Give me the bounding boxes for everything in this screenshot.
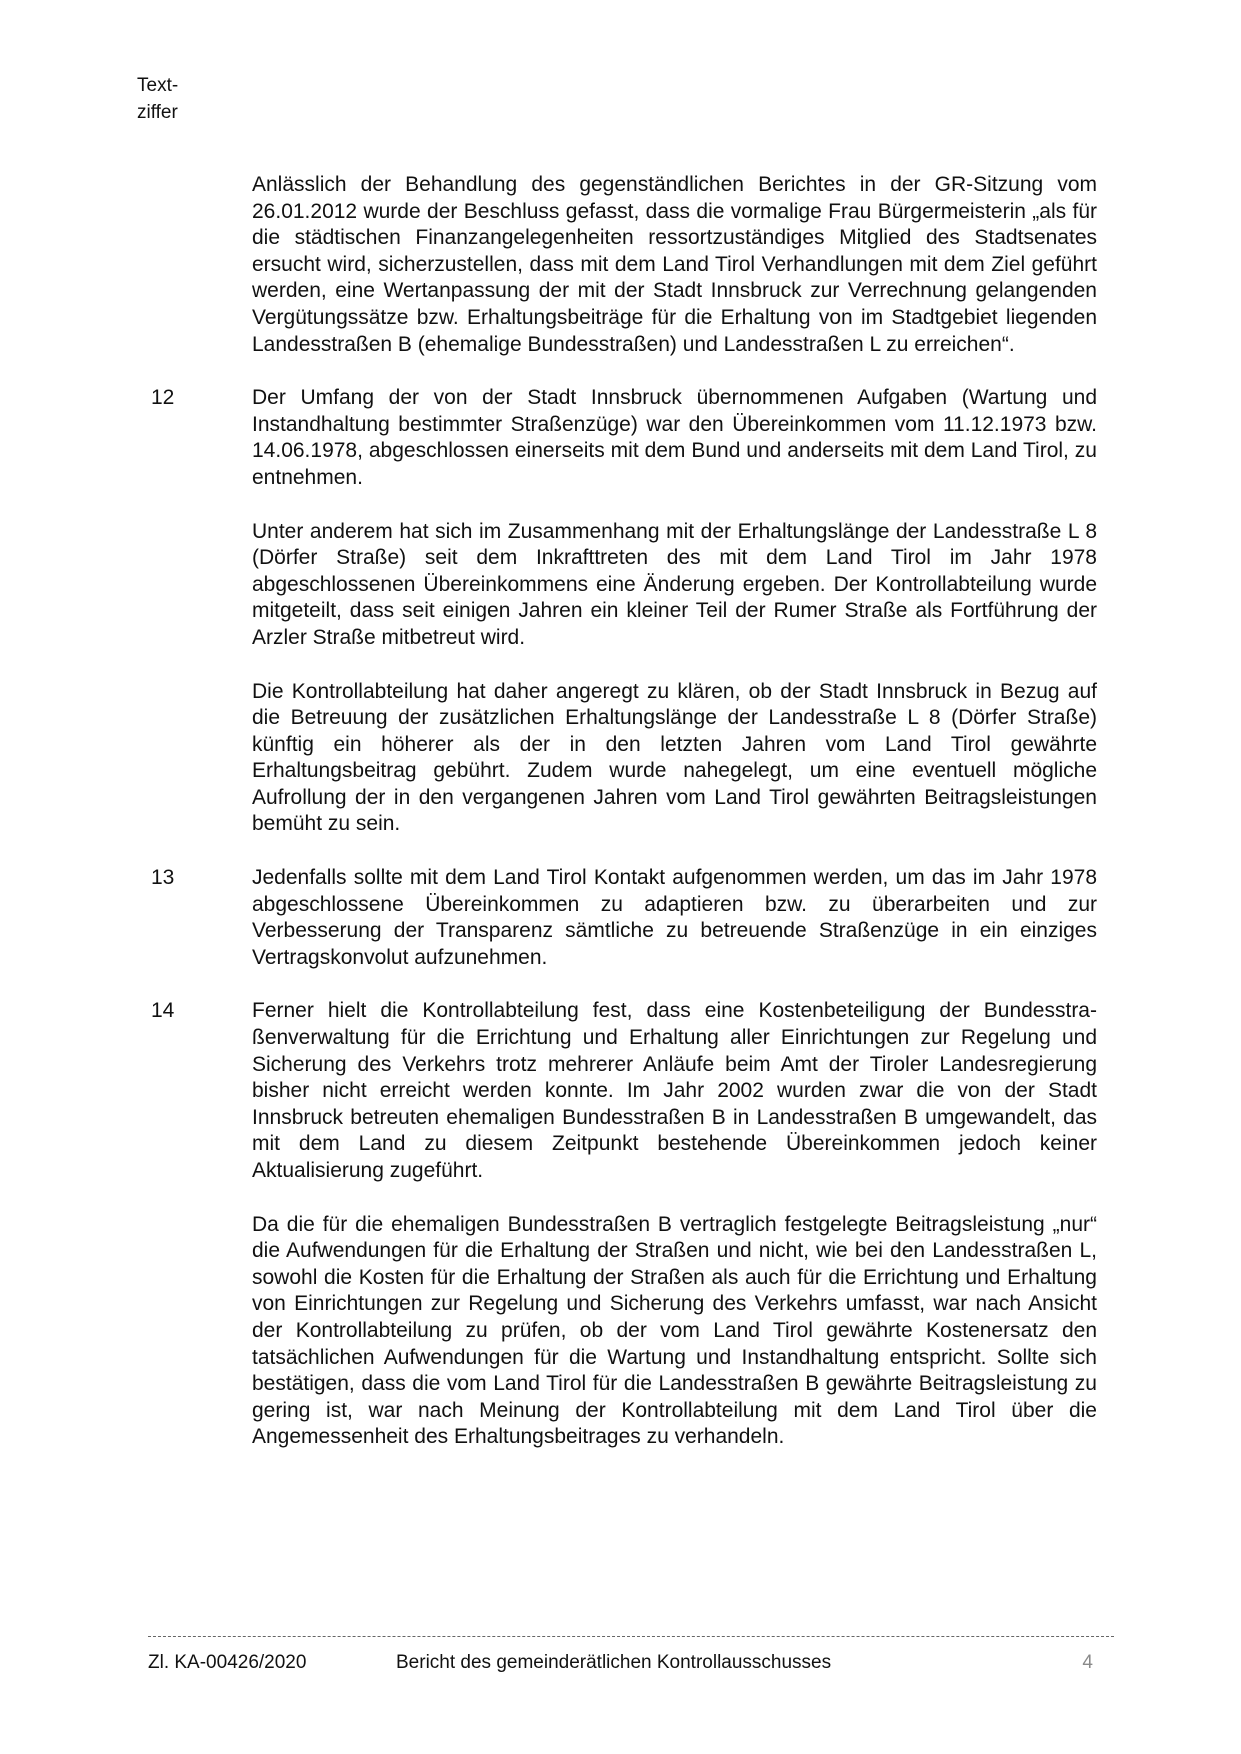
paragraph-block: [137, 172, 1097, 358]
paragraph-text: Ferner hielt die Kontrollabteilung fest, dass eine Kostenbeteiligung der Bundesstraßenverwaltung für die Errichtung und Erhaltung aller Einrichtungen zur Regelung und Sicherung des Verkehrs trotz mehrerer Anläufe beim Amt der Tiroler Landesregierung bisher nicht erreicht werden konnte. Im Jahr 2002 wurden zwar die von der Stadt Innsbruck betreuten ehemaligen Bundesstraßen B in Landesstraßen B umgewandelt, das mit dem Land zu diesem Zeitpunkt bestehende Übereinkommen jedoch keiner Aktualisierung zugeführt.: [252, 999, 1097, 1182]
footer-title: Bericht des gemeinderätlichen Kontrollausschusses: [396, 1652, 832, 1673]
margin-label-line2: ziffer: [137, 102, 178, 123]
footer-divider: [148, 1636, 1114, 1637]
paragraph-text: Anlässlich der Behandlung des gegenständlichen Berichtes in der GR-Sitzung vom 26.01.2012 wurde der Beschluss gefasst, dass die vormalige Frau Bürgermeisterin „als für die städtischen Finanzangelegenheiten ressortzuständiges Mitglied des Stadtsenates ersucht wird, sicherzustellen, dass mit dem Land Tirol Verhandlungen mit dem Ziel geführt werden, eine Wertanpassung der mit der Stadt Innsbruck zur Verrechnung gelangenden Vergütungssätze bzw. Erhaltungsbeiträge für die Erhaltung von im Stadtgebiet liegenden Landesstraßen B (ehemalige Bundesstraßen) und Landesstraßen L zu erreichen“.: [252, 173, 1097, 356]
footer-reference: Zl. KA-00426/2020: [148, 1652, 307, 1673]
paragraph-text: Unter anderem hat sich im Zusammenhang mit der Erhaltungslänge der Landesstraße L 8 (Dörfer Straße) seit dem Inkrafttreten des mit dem Land Tirol im Jahr 1978 abgeschlossenen Übereinkommens eine Änderung ergeben. Der Kontrollabteilung wurde mitgeteilt, dass seit einigen Jahren ein kleiner Teil der Rumer Straße als Fortführung der Arzler Straße mitbetreut wird.: [252, 519, 1097, 649]
paragraph-block: [137, 1212, 1097, 1451]
paragraph-block: [137, 385, 1097, 491]
paragraph-block: [137, 519, 1097, 652]
textziffer-margin-label: [137, 72, 178, 126]
paragraph-text: Der Umfang der von der Stadt Innsbruck übernommenen Aufgaben (Wartung und Instandhaltung bestimmter Straßenzüge) war den Übereinkommen vom 11.12.1973 bzw. 14.06.1978, abgeschlossen einerseits mit dem Bund und anderseits mit dem Land Tirol, zu entnehmen.: [252, 386, 1097, 489]
paragraph-text: Da die für die ehemaligen Bundesstraßen B vertraglich festgelegte Beitragsleistung „nur“ die Aufwendungen für die Erhaltung der Straßen und nicht, wie bei den Landesstraßen L, sowohl die Kosten für die Erhaltung der Straßen als auch für die Errichtung und Erhaltung von Einrichtungen zur Regelung und Sicherung des Verkehrs umfasst, war nach Ansicht der Kontrollabteilung zu prüfen, ob der vom Land Tirol gewährte Kostenersatz den tatsächlichen Aufwendungen für die Wartung und Instandhaltung entspricht. Sollte sich bestätigen, dass die vom Land Tirol für die Landesstraßen B gewährte Beitragsleistung zu gering ist, war nach Meinung der Kontrollabteilung mit dem Land Tirol über die Angemessenheit des Erhaltungsbeitrages zu verhandeln.: [252, 1212, 1097, 1449]
textziffer-number: 14: [151, 999, 175, 1023]
paragraph-text: Jedenfalls sollte mit dem Land Tirol Kontakt aufgenommen werden, um das im Jahr 1978 abgeschlossene Übereinkommen zu adaptieren bzw. zu überarbeiten und zur Verbesserung der Transparenz sämtliche zu betreuende Straßenzüge in ein einziges Vertragskonvolut aufzunehmen.: [252, 866, 1097, 969]
margin-label-line1: Text-: [137, 75, 179, 96]
paragraph-block: [137, 998, 1097, 1184]
textziffer-number: 13: [151, 866, 175, 890]
paragraph-block: [137, 679, 1097, 839]
paragraph-text: Die Kontrollabteilung hat daher angeregt zu klären, ob der Stadt Innsbruck in Bezug auf die Betreuung der zusätzlichen Erhaltungslänge der Landesstraße L 8 (Dörfer Straße) künftig ein höherer als der in den letzten Jahren vom Land Tirol gewährte Erhaltungsbeitrag gebührt. Zudem wurde nahegelegt, um eine eventuell mögliche Aufrollung der in den vergangenen Jahren vom Land Tirol gewährten Beitragsleistungen bemüht zu sein.: [252, 679, 1097, 836]
document-body: [137, 172, 1097, 1451]
paragraph-block: [137, 865, 1097, 971]
page-footer: [148, 1650, 1093, 1680]
textziffer-number: 12: [151, 386, 175, 410]
page-number: 4: [1082, 1652, 1093, 1673]
